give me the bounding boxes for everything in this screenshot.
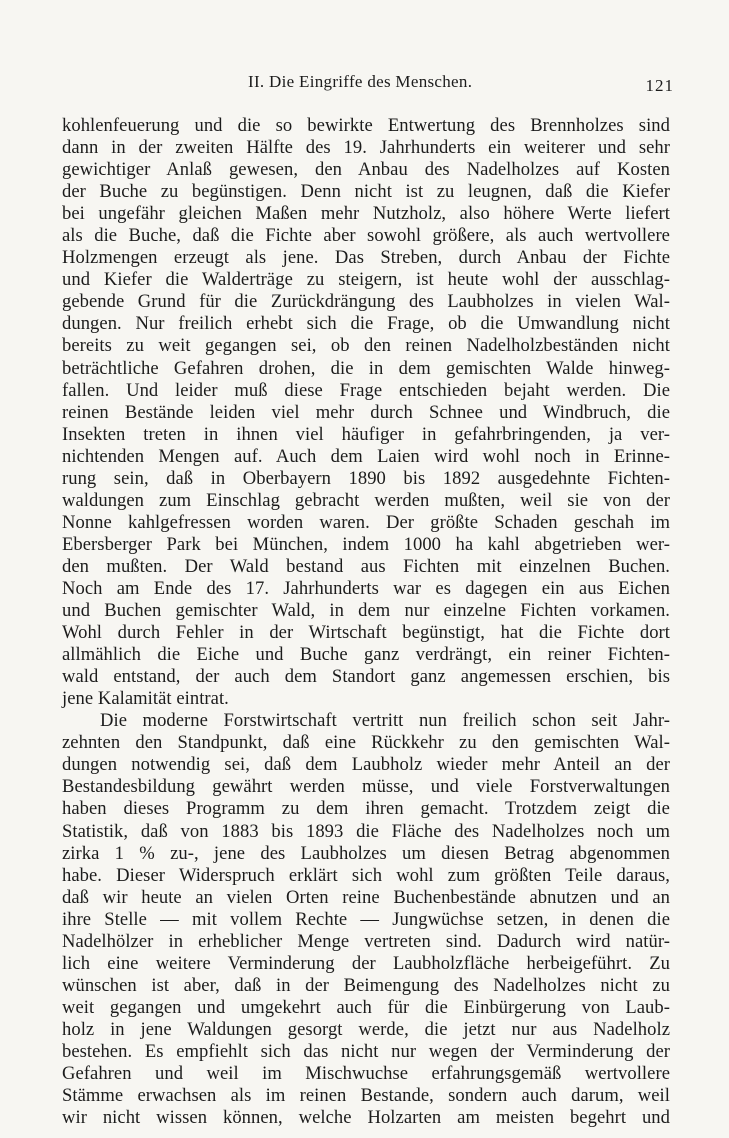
text-line: Gefahren und weil im Mischwuchse erfahrungsgemäß wertvollere <box>62 1063 670 1085</box>
page-header <box>60 70 680 100</box>
text-line: Nonne kahlgefressen worden waren. Der größte Schaden geschah im <box>62 511 670 533</box>
page-number: 121 <box>645 76 674 95</box>
text-line: Nadelhölzer in erheblicher Menge vertreten sind. Dadurch wird natür- <box>62 930 670 952</box>
text-line: jene Kalamität eintrat. <box>62 688 229 710</box>
text-line: rung sein, daß in Oberbayern 1890 bis 1892 ausgedehnte Fichten- <box>62 467 670 489</box>
text-line: holz in jene Waldungen gesorgt werde, die jetzt nur aus Nadelholz <box>62 1018 670 1040</box>
text-line: wald entstand, der auch dem Standort ganz angemessen erschien, bis <box>62 666 670 688</box>
text-line: Wohl durch Fehler in der Wirtschaft begünstigt, hat die Fichte dort <box>62 622 670 644</box>
text-line: nichtenden Mengen auf. Auch dem Laien wird wohl noch in Erinne- <box>62 445 670 467</box>
text-line: als die Buche, daß die Fichte aber sowohl größere, als auch wertvollere <box>62 225 670 247</box>
text-line: lich eine weitere Verminderung der Laubholzfläche herbeigeführt. Zu <box>62 952 670 974</box>
paragraph-2 <box>62 710 670 1129</box>
text-line: dungen notwendig sei, daß dem Laubholz wieder mehr Anteil an der <box>62 754 670 776</box>
text-line: und Buchen gemischter Wald, in dem nur einzelne Fichten vorkamen. <box>62 600 670 622</box>
text-line: bei ungefähr gleichen Maßen mehr Nutzholz, also höhere Werte liefert <box>62 203 670 225</box>
text-line: zirka 1 % zu-, jene des Laubholzes um diesen Betrag abgenommen <box>62 842 670 864</box>
text-line: wir nicht wissen können, welche Holzarten am meisten begehrt und <box>62 1107 670 1129</box>
text-line: gewichtiger Anlaß gewesen, den Anbau des Nadelholzes auf Kosten <box>62 159 670 181</box>
text-line: Statistik, daß von 1883 bis 1893 die Fläche des Nadelholzes noch um <box>62 820 670 842</box>
text-line: reinen Bestände leiden viel mehr durch Schnee und Windbruch, die <box>62 401 670 423</box>
text-line: beträchtliche Gefahren drohen, die in dem gemischten Walde hinweg- <box>62 357 670 379</box>
text-line: der Buche zu begünstigen. Denn nicht ist zu leugnen, daß die Kiefer <box>62 181 670 203</box>
text-line: dann in der zweiten Hälfte des 19. Jahrhunderts ein weiterer und sehr <box>62 137 670 159</box>
text-line: Insekten treten in ihnen viel häufiger in gefahrbringenden, ja ver- <box>62 423 670 445</box>
text-line: bereits zu weit gegangen sei, ob den reinen Nadelholzbeständen nicht <box>62 335 670 357</box>
text-line: habe. Dieser Widerspruch erklärt sich wohl zum größten Teile daraus, <box>62 864 670 886</box>
text-line: Stämme erwachsen als im reinen Bestande, sondern auch darum, weil <box>62 1085 670 1107</box>
text-line: dungen. Nur freilich erhebt sich die Frage, ob die Umwandlung nicht <box>62 313 670 335</box>
text-line: bestehen. Es empfiehlt sich das nicht nur wegen der Verminderung der <box>62 1040 670 1062</box>
text-line: Noch am Ende des 17. Jahrhunderts war es dagegen ein aus Eichen <box>62 577 670 599</box>
text-line: Die moderne Forstwirtschaft vertritt nun freilich schon seit Jahr- <box>100 710 670 732</box>
body-text <box>62 115 670 1129</box>
text-line: kohlenfeuerung und die so bewirkte Entwertung des Brennholzes sind <box>62 115 670 136</box>
text-line: waldungen zum Einschlag gebracht werden mußten, weil sie von der <box>62 489 670 511</box>
text-line: wünschen ist aber, daß in der Beimengung des Nadelholzes nicht zu <box>62 974 670 996</box>
text-line: Bestandesbildung gewährt werden müsse, und viele Forstverwaltungen <box>62 776 670 798</box>
text-line: gebende Grund für die Zurückdrängung des Laubholzes in vielen Wal- <box>62 291 670 313</box>
text-line: haben dieses Programm zu dem ihren gemacht. Trotzdem zeigt die <box>62 798 670 820</box>
text-line: und Kiefer die Walderträge zu steigern, ist heute wohl der ausschlag- <box>62 269 670 291</box>
text-line: daß wir heute an vielen Orten reine Buchenbestände abnutzen und an <box>62 886 670 908</box>
paragraph-1 <box>62 115 670 710</box>
text-line: ihre Stelle — mit vollem Rechte — Jungwüchse setzen, in denen die <box>62 908 670 930</box>
text-line: fallen. Und leider muß diese Frage entschieden bejaht werden. Die <box>62 379 670 401</box>
text-line: allmählich die Eiche und Buche ganz verdrängt, ein reiner Fichten- <box>62 644 670 666</box>
text-line: den mußten. Der Wald bestand aus Fichten mit einzelnen Buchen. <box>62 555 670 577</box>
text-line: Ebersberger Park bei München, indem 1000 ha kahl abgetrieben wer- <box>62 533 670 555</box>
running-title: II. Die Eingriffe des Menschen. <box>248 72 473 91</box>
text-line: Holzmengen erzeugt als jene. Das Streben, durch Anbau der Fichte <box>62 247 670 269</box>
text-line: weit gegangen und umgekehrt auch für die Einbürgerung von Laub- <box>62 996 670 1018</box>
text-line: zehnten den Standpunkt, daß eine Rückkehr zu den gemischten Wal- <box>62 732 670 754</box>
